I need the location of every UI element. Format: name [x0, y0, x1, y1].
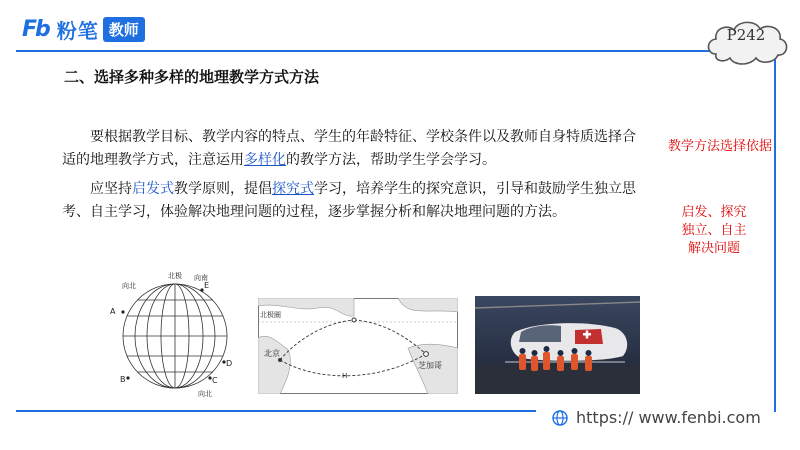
route-map-image — [258, 298, 458, 394]
body-text — [62, 126, 644, 224]
globe-north-pole: 北极 — [168, 272, 182, 280]
footer-url[interactable] — [552, 408, 761, 427]
map-route-h: H — [342, 372, 348, 380]
logo-brand: 粉笔 — [56, 18, 99, 43]
frame-right-line — [774, 50, 776, 412]
map-beijing: 北京 — [264, 349, 280, 358]
paragraph-1 — [62, 126, 644, 172]
note-line-1: 启发、探究 — [681, 205, 747, 220]
globe-point-c: C — [212, 376, 218, 385]
frame-bottom-line — [16, 410, 536, 412]
footer-url-text: https:// www.fenbi.com — [576, 408, 761, 427]
para2-highlight-1: 启发式 — [132, 181, 174, 197]
globe-point-b: B — [120, 375, 126, 384]
paragraph-2 — [62, 178, 644, 224]
page-number: P242 — [726, 26, 766, 44]
logo-mark: Fb — [22, 17, 49, 42]
para1-text-1: 要根据教学目标、教学内容的特点、学生的年龄特征、学校条件以及教师自身特质选择合适的地理教学方式，注意运用 — [62, 129, 636, 168]
section-heading: 二、选择多种多样的地理教学方式方法 — [64, 68, 320, 86]
para2-text-1: 应坚持 — [90, 181, 132, 197]
map-arctic-circle: 北极圈 — [260, 311, 281, 319]
globe-icon — [552, 410, 568, 426]
para2-text-2: 教学原则，提倡 — [174, 181, 272, 197]
globe-bottom-north: 向北 — [198, 390, 212, 398]
globe-point-d: D — [226, 359, 233, 368]
globe-image — [100, 268, 250, 398]
fenbi-logo — [18, 16, 145, 42]
map-chicago: 芝加哥 — [418, 361, 442, 370]
helicopter-photo — [475, 296, 640, 394]
globe-facing-north: 向北 — [122, 282, 136, 290]
para2-highlight-2: 探究式 — [272, 181, 314, 197]
logo-tag: 教师 — [103, 17, 145, 42]
globe-facing-south: 向南 — [194, 274, 208, 282]
note-basis: 教学方法选择依据 — [667, 139, 772, 154]
para2-text-3: 学习，培养学生的探究意识，引导和鼓励学生独立思考、自主学习，体验解决地理问题的过程，逐步掌握分析和解决地理问题的方法。 — [62, 181, 636, 220]
globe-point-a: A — [110, 307, 116, 316]
para1-text-2: 的教学方法，帮助学生学会学习。 — [286, 152, 496, 168]
para1-highlight: 多样化 — [244, 152, 286, 168]
note-line-3: 解决问题 — [687, 241, 740, 256]
note-group — [664, 204, 764, 258]
frame-top-line — [16, 50, 776, 52]
note-line-2: 独立、自主 — [681, 223, 747, 238]
globe-point-e: E — [204, 281, 210, 290]
